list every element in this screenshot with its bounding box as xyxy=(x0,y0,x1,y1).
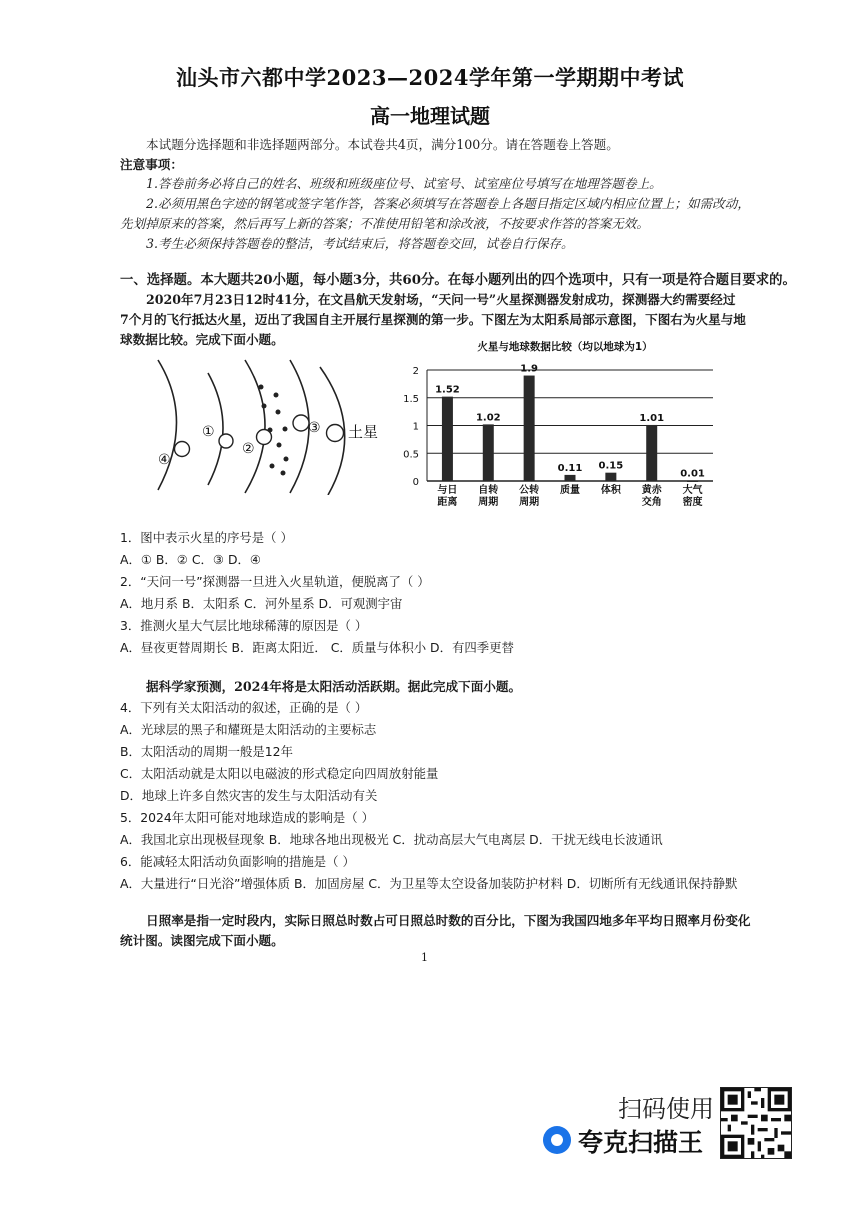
x-tick-label: 交角 xyxy=(641,497,662,508)
x-tick-label: 自转 xyxy=(478,485,499,496)
label-4: ④ xyxy=(158,452,171,468)
material-line: 7个月的飞行抵达火星，迈出了我国自主开展行星探测的第一步。下图左为太阳系局部示意图，下图右为火星与地 xyxy=(120,312,746,327)
orbit-arc xyxy=(245,360,265,493)
x-tick-label: 距离 xyxy=(437,497,458,508)
page-number: 1 xyxy=(421,951,428,964)
x-tick-label: 周期 xyxy=(519,497,540,508)
material-3: 统计图。读图完成下面小题。 xyxy=(120,933,284,948)
x-tick-label: 公转 xyxy=(519,485,540,496)
value-label: 0.15 xyxy=(598,460,624,472)
question-6: 6．能减轻太阳活动负面影响的措施是（ ） xyxy=(120,854,355,869)
question-5: 5．2024年太阳可能对地球造成的影响是（ ） xyxy=(120,810,374,825)
x-tick-label: 密度 xyxy=(682,497,703,508)
question-6-options: A．大量进行“日光浴”增强体质 B．加固房屋 C．为卫星等太空设备加装防护材料 D．切断所有无线通讯保持静默 xyxy=(120,876,738,891)
value-label: 0.11 xyxy=(557,462,583,474)
bar-0 xyxy=(442,397,453,481)
label-1: ① xyxy=(202,424,215,440)
label-saturn: 土星 xyxy=(348,423,379,441)
orbit-arc xyxy=(158,360,177,490)
question-3-options: A．昼夜更替周期长 B．距离太阳近． C．质量与体积小 D．有四季更替 xyxy=(120,640,514,655)
question-5-options: A．我国北京出现极昼现象 B．地球各地出现极光 C．扰动高层大气电离层 D．干扰无线电长波通讯 xyxy=(120,832,663,847)
bar-4 xyxy=(605,473,616,481)
question-1: 1．图中表示火星的序号是（ ） xyxy=(120,530,293,545)
qr-code-icon xyxy=(720,1087,792,1159)
question-1-options: A．① B．② C．③ D．④ xyxy=(120,552,261,567)
value-label: 1.9 xyxy=(520,363,539,375)
y-tick-label: 0 xyxy=(412,477,419,488)
scanner-watermark xyxy=(540,1085,800,1160)
material-line: 2020年7月23日12时41分，在文昌航天发射场，“天问一号”火星探测器发射成功，探测器大约需要经过 xyxy=(146,292,736,307)
question-4-option-c: C．太阳活动就是太阳以电磁波的形式稳定向四周放射能量 xyxy=(120,766,439,781)
y-tick-label: 2 xyxy=(412,366,419,377)
note-item: 1.答卷前务必将自己的姓名、班级和班级座位号、试室号、试室座位号填写在地理答题卷上。 xyxy=(146,176,662,191)
planet-circle xyxy=(219,434,233,448)
question-4-option-a: A．光球层的黑子和耀斑是太阳活动的主要标志 xyxy=(120,722,377,737)
x-tick-label: 周期 xyxy=(478,497,499,508)
question-4-option-b: B．太阳活动的周期一般是12年 xyxy=(120,744,293,759)
solar-system-diagram xyxy=(140,355,385,495)
question-4-option-d: D．地球上许多自然灾害的发生与太阳活动有关 xyxy=(120,788,378,803)
question-3: 3．推测火星大气层比地球稀薄的原因是（ ） xyxy=(120,618,368,633)
y-tick-label: 1.5 xyxy=(403,393,419,405)
y-tick-label: 0.5 xyxy=(403,449,419,461)
exam-title: 汕头市六都中学2023—2024学年第一学期期中考试 xyxy=(176,65,684,90)
watermark-scan-text: 扫码使用 xyxy=(618,1095,714,1123)
note-item: 2.必须用黑色字迹的钢笔或签字笔作答，答案必须填写在答题卷上各题目指定区域内相应位置上；如需改动， xyxy=(146,196,750,211)
notes-heading: 注意事项： xyxy=(120,157,183,172)
label-2: ② xyxy=(242,441,255,457)
value-label: 1.02 xyxy=(475,412,501,424)
intro-text: 本试题分选择题和非选择题两部分。本试卷共4页，满分100分。请在答题卷上答题。 xyxy=(146,137,619,152)
section-heading: 一、选择题。本大题共20小题，每小题3分，共60分。在每小题列出的四个选项中，只有一项是符合题目要求的。 xyxy=(120,272,796,288)
planet-circle xyxy=(293,415,309,431)
watermark-brand: 夸克扫描王 xyxy=(578,1128,704,1157)
x-tick-label: 体积 xyxy=(600,485,621,496)
note-item: 3.考生必须保持答题卷的整洁，考试结束后，将答题卷交回，试卷自行保存。 xyxy=(146,236,574,251)
bar-1 xyxy=(483,424,494,481)
x-tick-label: 质量 xyxy=(560,485,580,496)
bar-5 xyxy=(646,425,657,481)
material-line: 球数据比较。完成下面小题。 xyxy=(120,332,284,347)
label-3: ③ xyxy=(308,420,321,436)
value-label: 1.01 xyxy=(639,412,665,424)
chart-title: 火星与地球数据比较（均以地球为1） xyxy=(477,341,653,353)
bar-2 xyxy=(524,376,535,481)
bar-6 xyxy=(687,480,698,482)
x-tick-label: 黄赤 xyxy=(641,485,662,496)
planet-circle xyxy=(257,430,272,445)
y-tick-label: 1 xyxy=(412,421,419,433)
quark-logo-icon xyxy=(543,1126,571,1154)
value-label: 1.52 xyxy=(435,384,460,396)
note-item: 先划掉原来的答案，然后再写上新的答案；不准使用铅笔和涂改液，不按要求作答的答案无效。 xyxy=(120,216,649,231)
planet-circle xyxy=(175,442,190,457)
value-label: 0.01 xyxy=(680,468,705,480)
question-2: 2．“天问一号”探测器一旦进入火星轨道，便脱离了（ ） xyxy=(120,574,430,589)
bar-3 xyxy=(565,475,576,481)
question-2-options: A．地月系 B．太阳系 C．河外星系 D．可观测宇宙 xyxy=(120,596,403,611)
material-2: 据科学家预测，2024年将是太阳活动活跃期。据此完成下面小题。 xyxy=(146,679,522,694)
x-tick-label: 大气 xyxy=(682,485,703,496)
exam-subtitle: 高一地理试题 xyxy=(370,104,490,128)
material-3: 日照率是指一定时段内，实际日照总时数占可日照总时数的百分比，下图为我国四地多年平均日照率月份变化 xyxy=(146,913,751,928)
planet-circle xyxy=(327,425,344,442)
x-tick-label: 与日 xyxy=(437,485,458,496)
question-4: 4．下列有关太阳活动的叙述，正确的是（ ） xyxy=(120,700,368,715)
mars-earth-chart xyxy=(395,335,725,515)
